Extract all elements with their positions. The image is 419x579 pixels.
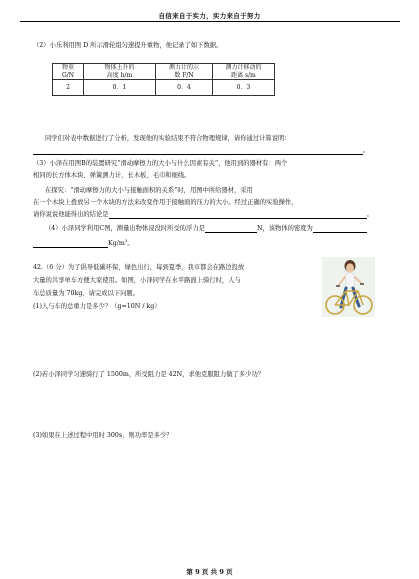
header-line: 物体上升的 <box>104 64 135 71</box>
q4-line <box>45 224 367 233</box>
header-line: 测力计的示 <box>168 64 199 71</box>
answer-blank[interactable] <box>33 146 363 155</box>
q3-line2: 相同的长方体木块、弹簧测力计、长木板、毛巾和细线。 <box>33 172 191 179</box>
cyclist-photo <box>322 257 375 317</box>
q3-line3: 在探究：“滑动摩擦力的大小与接触面积的关系”时，用图中所给器材，采用 <box>45 187 253 194</box>
header-line: 高度 h/m <box>106 71 133 79</box>
q42-line3: 车总质量为 70kg，请完成以下问题。 <box>33 290 140 297</box>
q42-line2: 大量的共享单车方便大家使用。如图，小泽同学在水平路面上骑行时，人与 <box>33 277 241 284</box>
table-row <box>53 80 275 96</box>
table-header-cell <box>213 64 275 80</box>
q2-answer-end: 。 <box>363 147 370 154</box>
answer-blank[interactable] <box>205 224 257 233</box>
q42-sub2: (2)若小泽同学匀速骑行了 1500m，所受阻力是 42N，求他克服阻力做了多少功？ <box>33 371 265 378</box>
q3-line5-end: 。 <box>366 211 373 218</box>
q42-line1: 42.（6 分）为了倡导低碳环保，绿色出行，每到夏季，我市都会在路边投放 <box>33 264 245 271</box>
header-line: 距离 s/m <box>231 71 256 79</box>
answer-blank[interactable] <box>313 224 367 233</box>
table-header-cell <box>84 64 156 80</box>
q42-sub1: (1)人与车的总重力是多少？（g=10N / kg） <box>33 303 161 310</box>
header-line: 测力计移动的 <box>225 64 262 71</box>
q2-analysis: 同学们对表中数据进行了分析，发现他的实验结果不符合物理规律，请你通过计算说明： <box>45 135 291 142</box>
q3-line5 <box>33 210 373 219</box>
q2-text: （2）小乐利用图 D 所示滑轮组匀速提升重物，他记录了如下数据。 <box>33 42 223 49</box>
answer-blank[interactable] <box>109 210 367 219</box>
table-cell: 0．4 <box>156 80 213 96</box>
q3-line4: 在一个木块上叠放另一个木块的方法来改变作用于接触面的压力的大小。经过正确的实验操作， <box>33 199 298 206</box>
q4-line2 <box>33 236 134 248</box>
q4-end: 。 <box>127 240 134 248</box>
q3-line5-text: 请你说说他能得出的结论是 <box>33 211 109 218</box>
q2-answer-line <box>33 146 369 155</box>
page-footer: 第 9 页 共 9 页 <box>186 568 233 576</box>
header-line: 数 F/N <box>174 71 194 79</box>
header-rule <box>20 21 400 22</box>
q4-text-a: （4）小泽同学利用C图，测量出物体浸没时所受的浮力是 <box>45 225 205 232</box>
page-header: 自信来自于实力，实力来自于努力 <box>158 12 261 20</box>
header-line: 物重 <box>61 64 74 71</box>
table-cell: 0．3 <box>213 80 275 96</box>
answer-blank[interactable] <box>33 239 108 248</box>
table-header-cell <box>156 64 213 80</box>
data-table <box>52 63 275 96</box>
q4-text-b: N，该物体的密度为 <box>256 225 313 232</box>
header-line: G/N <box>61 71 75 79</box>
q4-unit-sup: 3 <box>124 238 128 243</box>
q4-unit: Kg/m <box>108 240 125 248</box>
table-cell: 0．1 <box>84 80 156 96</box>
table-header-cell <box>53 64 84 80</box>
table-cell: 2 <box>53 80 84 96</box>
q42-sub3: (3)如果在上述过程中用时 300s，则功率是多少？ <box>33 432 173 439</box>
table-header-row <box>53 64 275 80</box>
q3-line1: （3）小泽在用图B的装置研究“滑动摩擦力的大小与什么因素有关”，他用到的器材有：两个 <box>33 160 288 167</box>
